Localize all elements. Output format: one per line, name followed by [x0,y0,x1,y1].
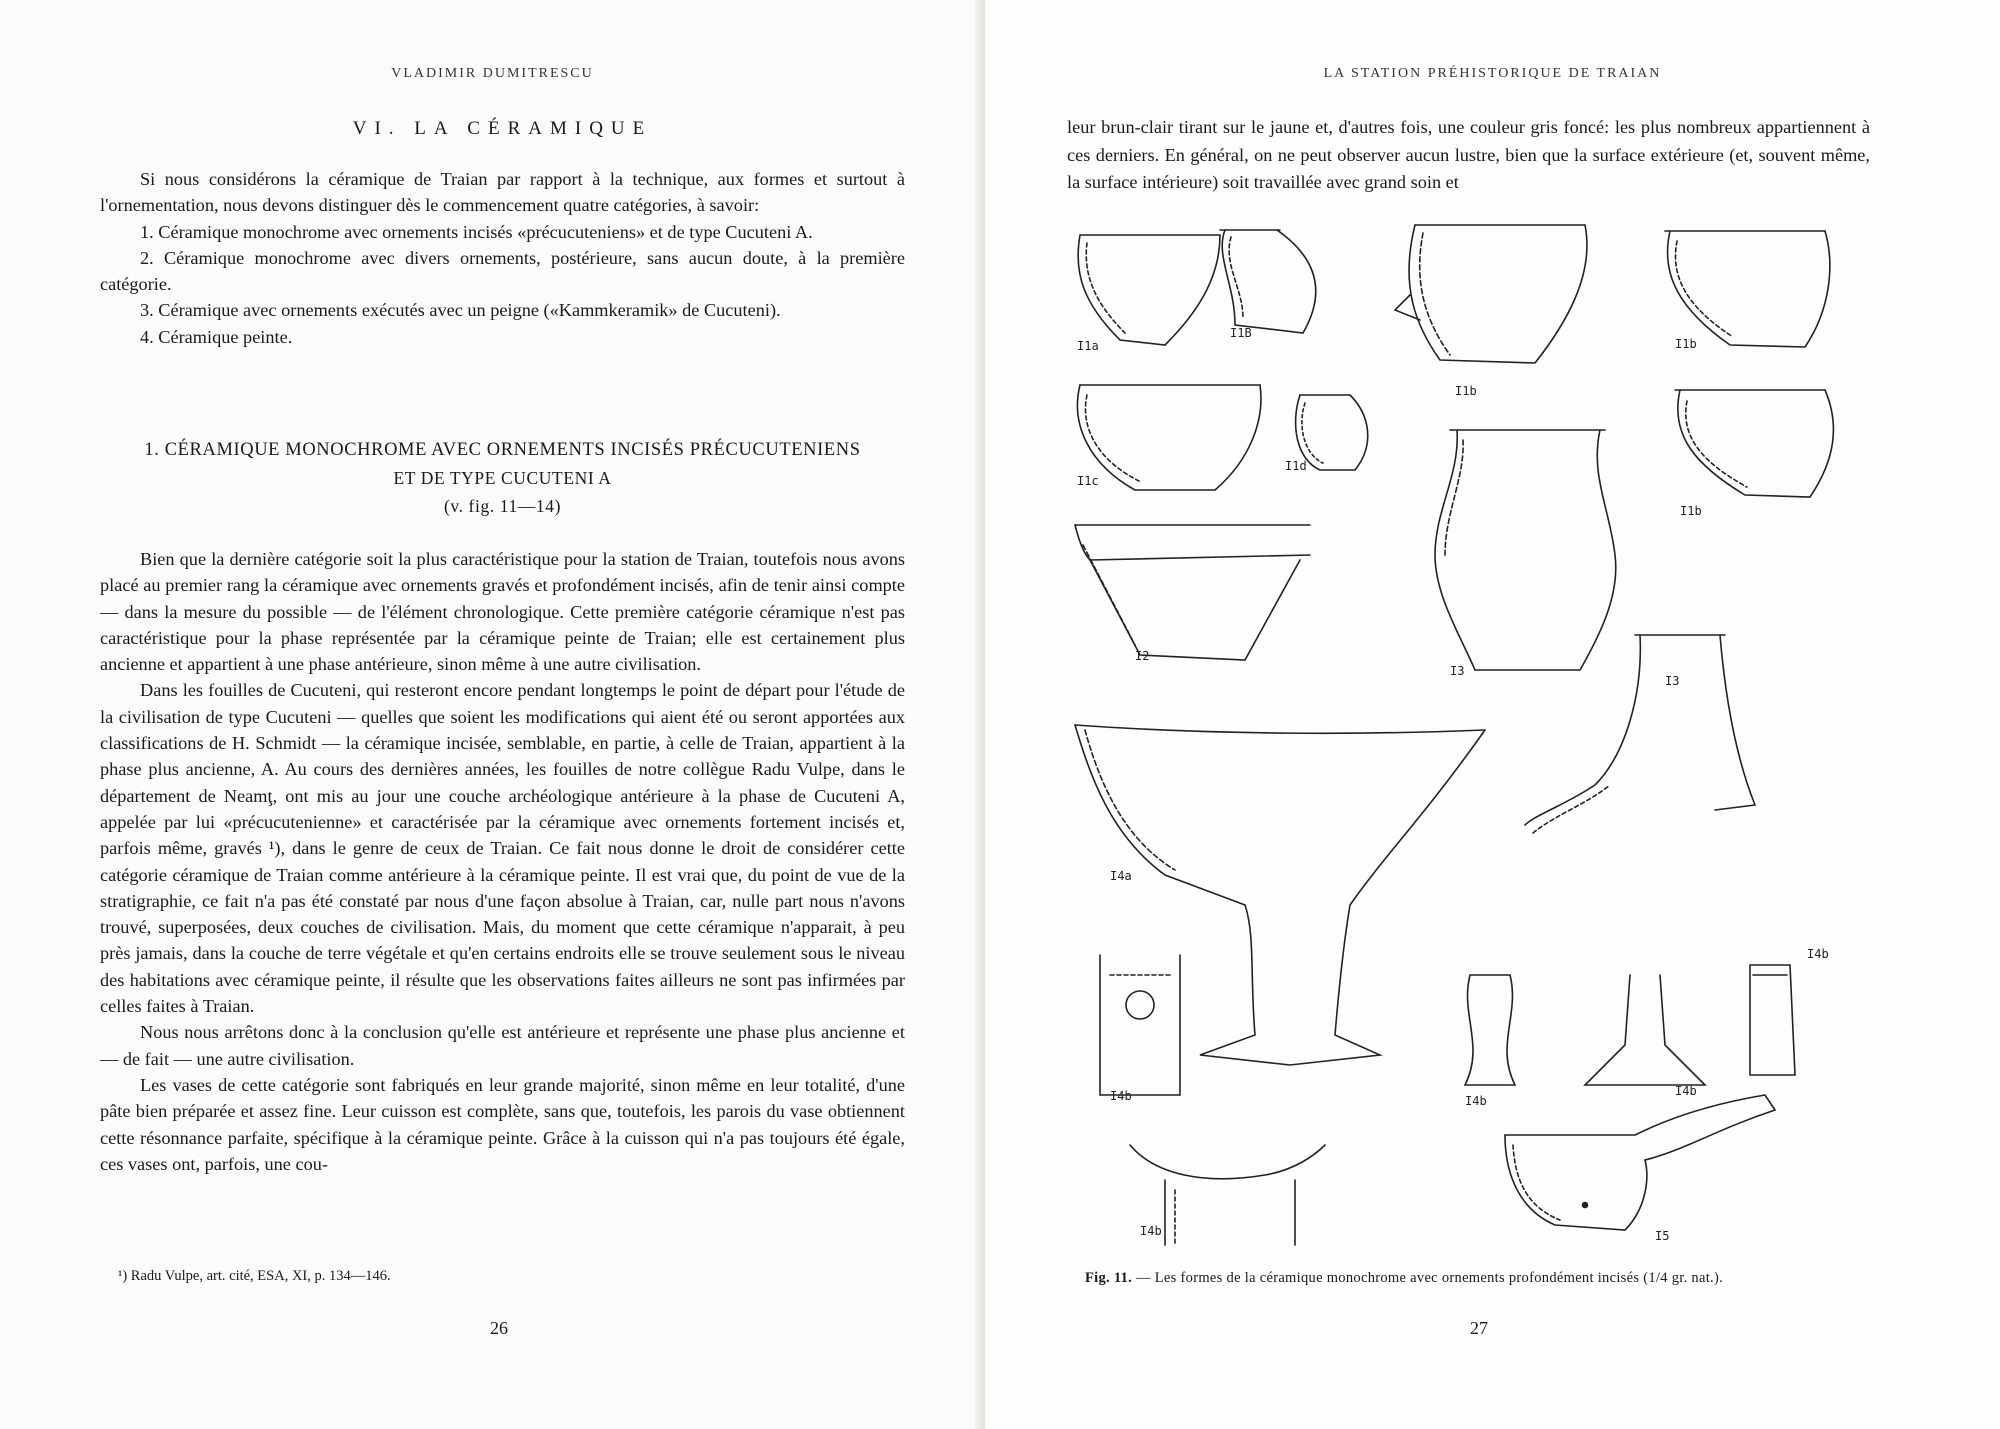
label-i1b-mid: I1b [1680,504,1702,518]
figure-caption [1085,1270,1885,1287]
pottery-figure [1065,215,1885,1255]
vessel-i4a [1075,725,1485,1065]
category-item-3: 3. Céramique avec ornements exécutés avec un peigne («Kammkeramik» de Cucuteni). [140,300,781,321]
label-i1b-right: I1b [1675,337,1697,351]
label-i4b-1: I4b [1110,1089,1132,1103]
running-head-right: LA STATION PRÉHISTORIQUE DE TRAIAN [1323,66,1662,81]
label-i1b-big: I1b [1455,384,1477,398]
footnote: ¹) Radu Vulpe, art. cité, ESA, XI, p. 134—146. [118,1268,391,1284]
category-item-2: 2. Céramique monochrome avec divers ornements, postérieure, sans aucun doute, à la première catégorie. [100,247,905,295]
vessel-i4b-mid [1465,975,1515,1085]
intro-paragraph: Si nous considérons la céramique de Traian par rapport à la technique, aux formes et surtout à l'ornementation, nous devons distinguer dès le commencement quatre catégories, à savoir: [100,169,905,216]
vessel-i1b-right [1665,231,1830,347]
heading-line-1: 1. CÉRAMIQUE MONOCHROME AVEC ORNEMENTS INCISÉS PRÉCUCUTENIENS [144,440,861,460]
intro-block [100,166,905,350]
label-i3-neck: I3 [1665,674,1680,688]
category-item-1: 1. Céramique monochrome avec ornements incisés «précucuteniens» et de type Cucuteni A. [140,221,813,242]
label-i4b-4: I4b [1807,947,1829,961]
body-text [100,546,905,1177]
body-paragraph-2: Dans les fouilles de Cucuteni, qui resteront encore pendant longtemps le point de départ pour l'étude de la civilisation de type Cucuteni — quelles que soient les modifications qui aient été ou seront apportées aux classifications de H. Schmidt — la céramique incisée, semblable, en partie, à celle de Traian, appartient à la phase plus ancienne, A. Au cours des dernières années, les fouilles de notre collègue Radu Vulpe, dans le département de Neamţ, ont mis au jour une couche archéologique antérieure à la phase de Cucuteni A, appelée par lui «précucutenienne» et caractérisée par la céramique avec ornements fortement incisés et, parfois même, gravés ¹), dans le genre de ceux de Traian. Ce fait nous donne le droit de considérer cette catégorie céramique de Traian comme antérieure à la céramique peinte. Il est vrai que, du point de vue de la stratigraphie, ce fait n'a pas été constaté par nous d'une façon absolue à Traian, car, nulle part nous n'avons trouvé, superposées, deux couches de civilisation. Mais, du moment que cette céramique n'apparait, à peu près jamais, dans la couche de terre végétale et qu'en certains endroits elle se trouve seulement sous le niveau des habitations avec céramique peinte, il résulte que les observations faites ailleurs ne sont pas infirmées par celles faites à Traian. [100,680,905,1017]
section-title: VI. LA CÉRAMIQUE [352,118,653,139]
vessel-i1c [1077,385,1260,490]
page-number-right: 27 [1470,1318,1488,1338]
caption-text: — Les formes de la céramique monochrome avec ornements profondément incisés (1/4 gr. nat.). [1132,1270,1724,1286]
vessel-i4b-left [1100,955,1180,1095]
vessel-i5 [1505,1095,1775,1230]
label-i1b-top: I1B [1230,326,1252,340]
heading-line-2: ET DE TYPE CUCUTENI A [393,468,612,488]
label-i4a: I4a [1110,869,1132,883]
caption-prefix: Fig. 11. [1085,1270,1133,1286]
vessel-i1a [1078,235,1220,345]
body-paragraph-3: Nous nous arrêtons donc à la conclusion qu'elle est antérieure et représente une phase plus ancienne et — de fait — une autre civilisation. [100,1022,905,1069]
vessel-i1b-big [1395,225,1587,363]
vessel-i4b-cylinder [1750,965,1795,1075]
body-paragraph-4: Les vases de cette catégorie sont fabriqués en leur grande majorité, sinon même en leur totalité, d'une pâte bien préparée et assez fine. Leur cuisson est complète, sans que, toutefois, les parois du vase obtiennent cette résonnance parfaite, spécifique à la céramique peinte. Grâce à la cuisson qui n'a pas toujours été égale, ces vases ont, parfois, une cou- [100,1074,905,1174]
label-i4b-3: I4b [1675,1084,1697,1098]
heading-figure-ref: (v. fig. 11—14) [443,496,562,516]
label-i1d: I1d [1285,459,1307,473]
label-i4b-5: I4b [1140,1224,1162,1238]
vessel-i2 [1075,525,1310,660]
label-i4b-2: I4b [1465,1094,1487,1108]
right-body-text [1067,114,1870,197]
left-page [0,0,985,1429]
body-paragraph-1: Bien que la dernière catégorie soit la plus caractéristique pour la station de Traian, toutefois nous avons placé au premier rang la céramique avec ornements gravés et profondément incisés, afin de tenir ainsi compte — dans la mesure du possible — de l'élément chronologique. Cette première catégorie céramique n'est pas caractéristique pour la phase représentée par la céramique peinte de Traian; elle est certainement plus ancienne et appartient à une phase antérieure, sinon même à une autre civilisation. [100,549,905,675]
vessel-i4b-stand [1585,975,1705,1085]
right-paragraph: leur brun-clair tirant sur le jaune et, d'autres fois, une couleur gris foncé: les plus nombreux appartiennent à ces derniers. En général, on ne peut observer aucun lustre, bien que la surface extérieure (et, souvent même, la surface intérieure) soit travaillée avec grand soin et [1067,117,1870,192]
label-i3-jug: I3 [1450,664,1465,678]
category-item-4: 4. Céramique peinte. [140,326,293,347]
subsection-heading [100,436,905,520]
vessel-i1b-mid [1675,390,1833,497]
label-i1a: I1a [1077,339,1099,353]
running-head-left: VLADIMIR DUMITRESCU [391,66,594,81]
vessel-i1b-top [1220,230,1316,333]
page-number-left: 26 [490,1318,508,1338]
label-i5: I5 [1655,1229,1670,1243]
label-i2: I2 [1135,649,1150,663]
pottery-drawings [1065,215,1885,1255]
vessel-i3-jug [1435,430,1616,670]
vessel-i3-neck [1525,635,1755,833]
label-i1c: I1c [1077,474,1099,488]
